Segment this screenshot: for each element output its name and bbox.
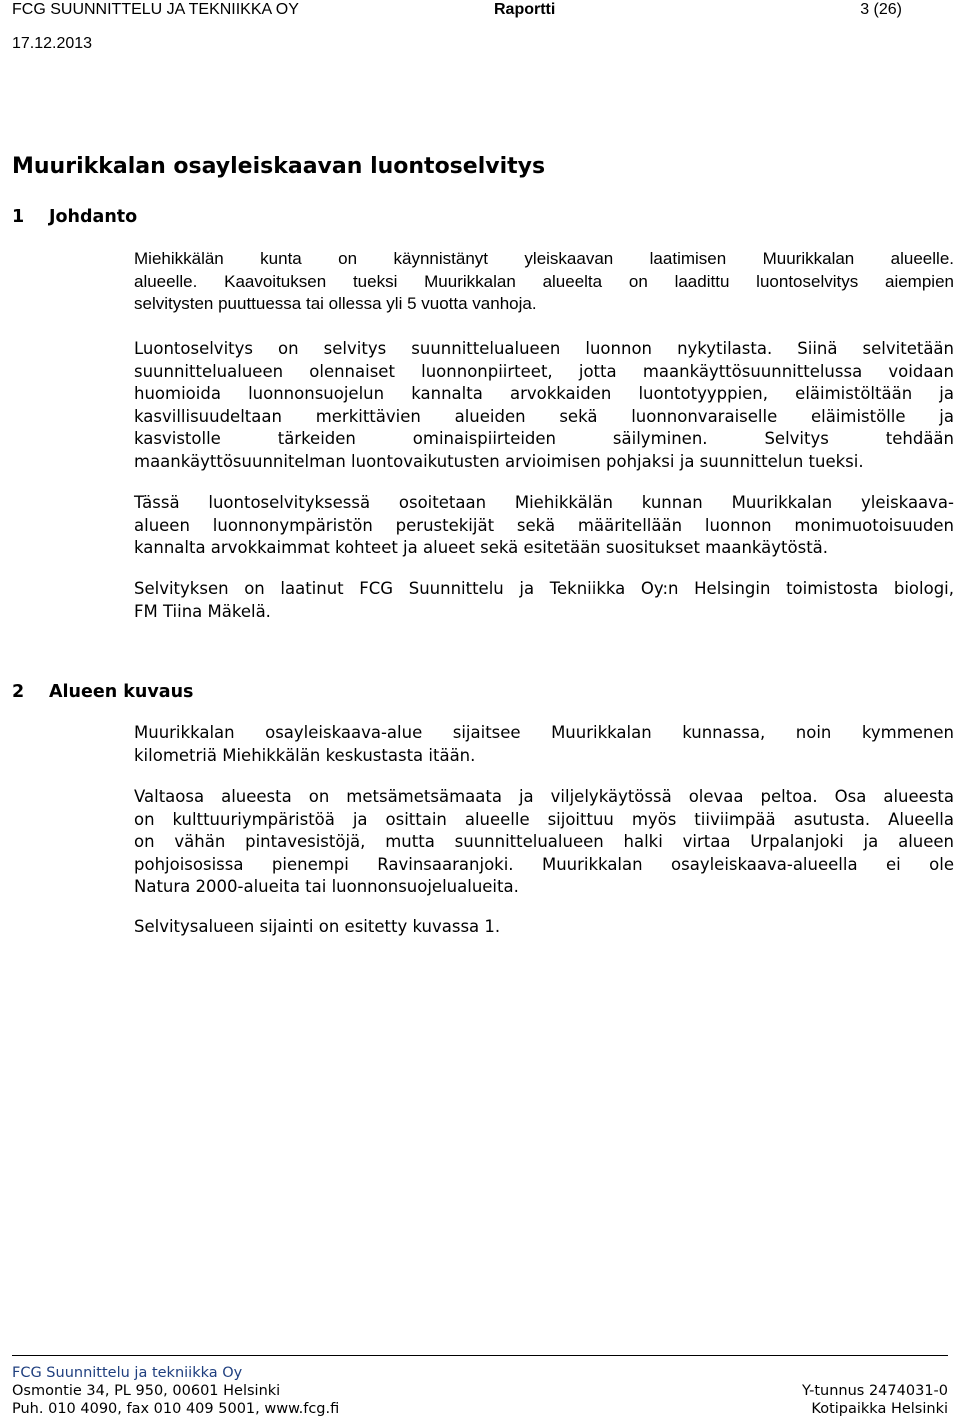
footer-address: Osmontie 34, PL 950, 00601 Helsinki bbox=[12, 1383, 281, 1399]
text-line: on kulttuuriympäristöä ja osittain alueelle sijoittuu myös tiiviimpää asutusta. Alueella bbox=[134, 809, 954, 829]
text-line: Selvitysalueen sijainti on esitetty kuvassa 1. bbox=[134, 917, 501, 936]
page-footer bbox=[12, 1364, 948, 1418]
footer-row-contact bbox=[12, 1400, 948, 1418]
header-document-type: Raportti bbox=[494, 1, 556, 18]
text-line: FM Tiina Mäkelä. bbox=[134, 601, 271, 621]
text-line: kasvistolle tärkeiden ominaispiirteiden säilyminen. Selvitys tehdään bbox=[134, 429, 954, 448]
footer-divider bbox=[12, 1355, 948, 1356]
paragraph-land-use bbox=[134, 786, 954, 899]
section-number: 2 bbox=[12, 682, 25, 702]
paragraph-scope bbox=[134, 492, 954, 560]
text-line: kilometriä Miehikkälän keskustasta itään. bbox=[134, 745, 476, 765]
text-line: kannalta arvokkaimmat kohteet ja alueet sekä esitetään suositukset maankäytöstä. bbox=[134, 538, 829, 557]
header-date: 17.12.2013 bbox=[12, 35, 93, 52]
text-line: maankäyttösuunnitelman luontovaikutusten arvioimisen pohjaksi ja suunnittelun tueksi. bbox=[134, 451, 864, 471]
text-line: kasvillisuudeltaan merkittävien alueiden sekä luonnonvaraiselle eläimistölle ja bbox=[134, 406, 954, 426]
paragraph-figure-reference bbox=[134, 916, 954, 939]
text-line: huomioida luonnonsuojelun kannalta arvokkaiden luontotyyppien, eläimistöltään ja bbox=[134, 384, 954, 403]
paragraph-location bbox=[134, 722, 954, 767]
text-line: Tässä luontoselvityksessä osoitetaan Miehikkälän kunnan Muurikkalan yleiskaava- bbox=[134, 493, 954, 512]
footer-contact: Puh. 010 4090, fax 010 409 5001, www.fcg.fi bbox=[12, 1401, 340, 1417]
header-page-number: 3 (26) bbox=[860, 1, 902, 18]
text-line: pohjoisosissa pienempi Ravinsaaranjoki. Muurikkalan osayleiskaava-alueella ei ole bbox=[134, 854, 954, 874]
text-line: alueen luonnonympäristön perustekijät sekä määritellään luonnon monimuotoisuuden bbox=[134, 515, 954, 535]
text-line: Muurikkalan osayleiskaava-alue sijaitsee Muurikkalan kunnassa, noin kymmenen bbox=[134, 723, 954, 742]
paragraph-author bbox=[134, 578, 954, 623]
text-line: Valtaosa alueesta on metsämetsämaata ja viljelykäytössä olevaa peltoa. Osa alueesta bbox=[134, 787, 954, 806]
text-line: on vähän pintavesistöjä, mutta suunnittelualueen halki virtaa Urpalanjoki ja alueen bbox=[134, 832, 954, 851]
paragraph-definition bbox=[134, 338, 954, 473]
section-number: 1 bbox=[12, 207, 25, 227]
text-line: Luontoselvitys on selvitys suunnittelualueen luonnon nykytilasta. Siinä selvitetään bbox=[134, 339, 954, 358]
text-line: suunnittelualueen olennaiset luonnonpiirteet, jotta maankäyttösuunnittelussa voidaan bbox=[134, 361, 954, 381]
text-line: alueelle. Kaavoituksen tueksi Muurikkalan alueelta on laadittu luontoselvitys aiempien bbox=[134, 271, 954, 291]
document-title: Muurikkalan osayleiskaavan luontoselvitys bbox=[12, 154, 546, 179]
paragraph-intro bbox=[134, 248, 954, 316]
header-organization: FCG SUUNNITTELU JA TEKNIIKKA OY bbox=[12, 1, 299, 18]
section-heading-johdanto bbox=[12, 205, 137, 229]
footer-company: FCG Suunnittelu ja tekniikka Oy bbox=[12, 1365, 243, 1381]
text-line: Natura 2000-alueita tai luonnonsuojelualueita. bbox=[134, 877, 519, 896]
text-line: Miehikkälän kunta on käynnistänyt yleiskaavan laatimisen Muurikkalan alueelle. bbox=[134, 249, 954, 268]
section-heading-alueen-kuvaus bbox=[12, 680, 193, 704]
section-title: Johdanto bbox=[49, 207, 138, 227]
text-line: selvitysten puuttuessa tai ollessa yli 5 vuotta vanhoja. bbox=[134, 294, 537, 313]
footer-row-address bbox=[12, 1382, 948, 1400]
page-header bbox=[12, 0, 902, 20]
footer-domicile: Kotipaikka Helsinki bbox=[811, 1401, 948, 1417]
section-title: Alueen kuvaus bbox=[49, 682, 194, 702]
text-line: Selvityksen on laatinut FCG Suunnittelu ja Tekniikka Oy:n Helsingin toimistosta biologi, bbox=[134, 579, 954, 598]
footer-business-id: Y-tunnus 2474031-0 bbox=[801, 1383, 948, 1399]
